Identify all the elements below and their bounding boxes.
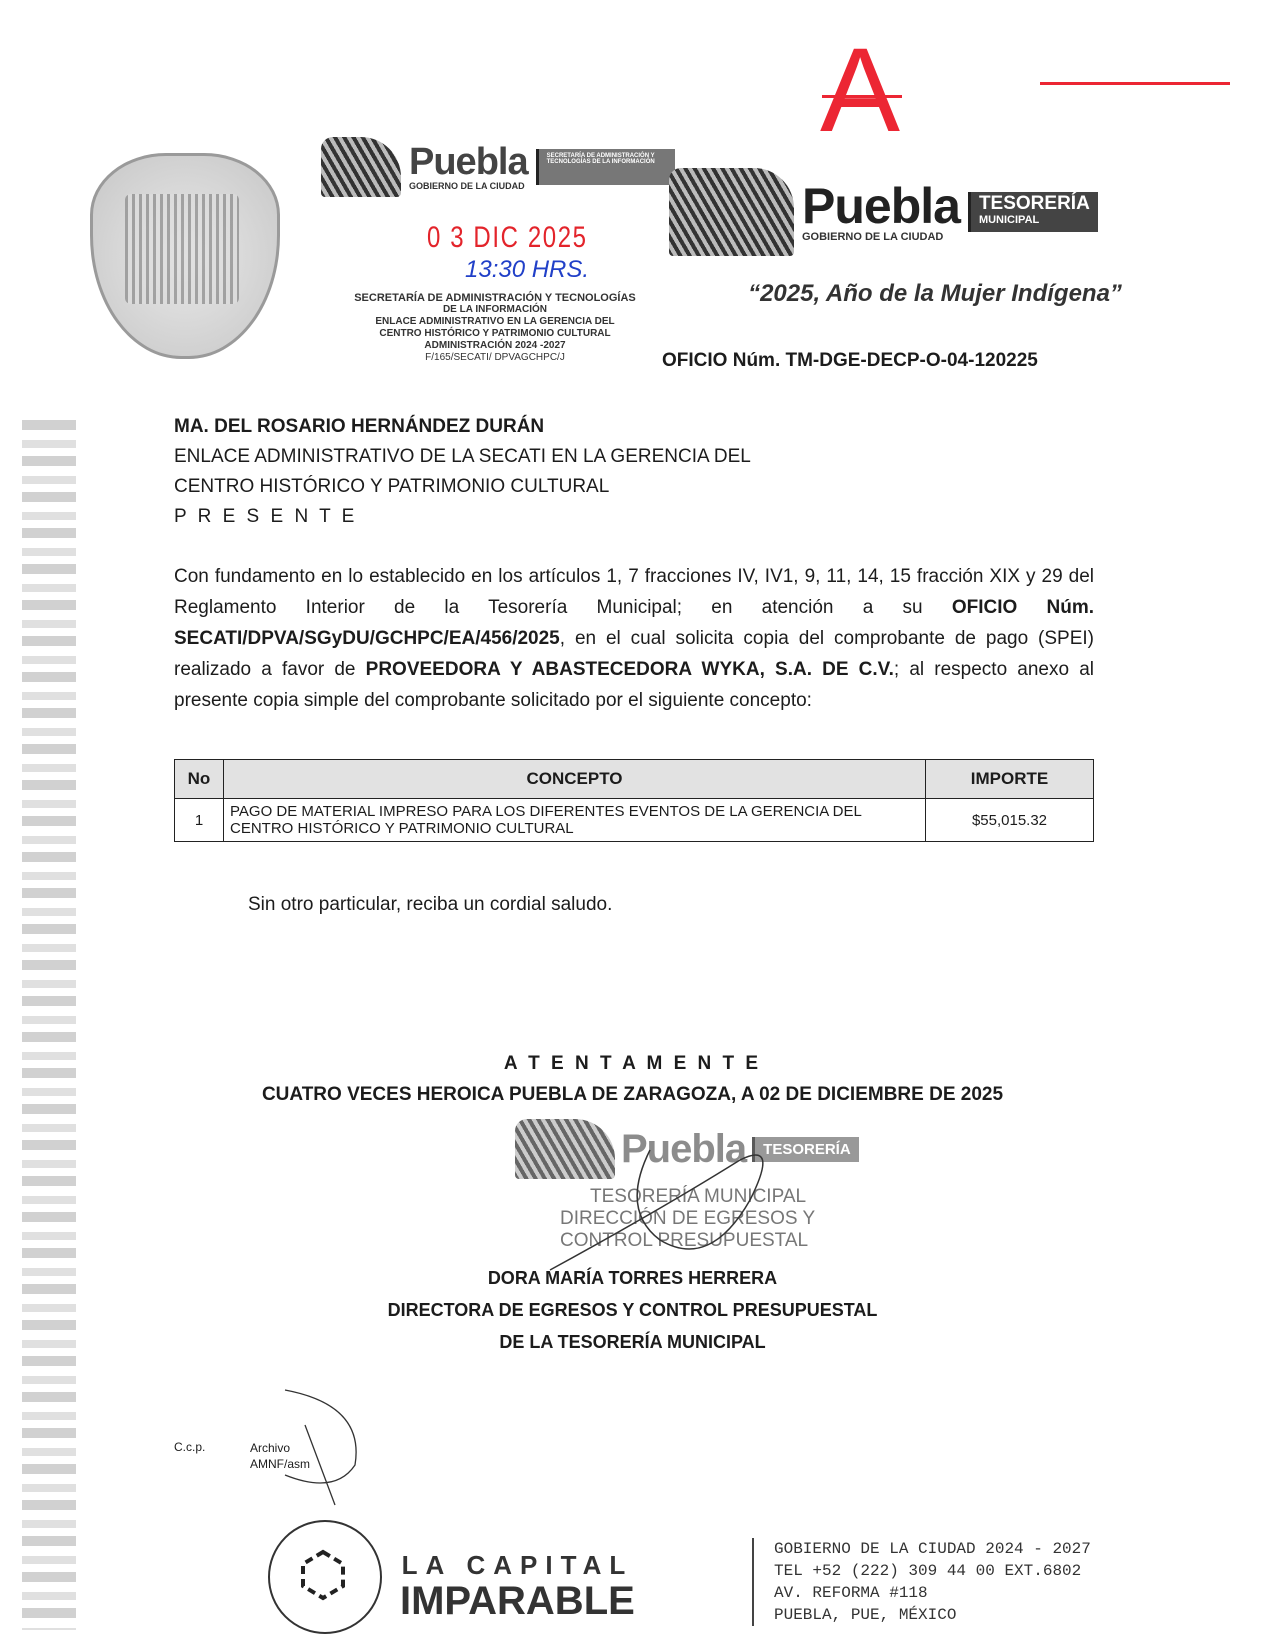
signer-office: DE LA TESORERÍA MUNICIPAL: [499, 1332, 766, 1352]
signature-stamp-text: TESORERÍA MUNICIPAL DIRECCIÓN DE EGRESOS Y CONTROL PRESUPUESTAL: [560, 1186, 816, 1251]
table-row: 1 PAGO DE MATERIAL IMPRESO PARA LOS DIFERENTES EVENTOS DE LA GERENCIA DEL CENTRO HISTÓRICO Y PATRIMONIO CULTURAL $55,015.32: [175, 799, 1094, 842]
initials-signature: [245, 1385, 375, 1515]
ccp-list: Archivo AMNF/asm: [250, 1441, 310, 1471]
received-time-handwritten: 13:30 HRS.: [465, 256, 590, 283]
red-handwritten-mark: A: [820, 23, 901, 157]
addressee: MA. DEL ROSARIO HERNÁNDEZ DURÁN ENLACE ADMINISTRATIVO DE LA SECATI EN LA GERENCIA DEL CENTRO HISTÓRICO Y PATRIMONIO CULTURAL P R E S E N T E: [174, 416, 751, 527]
equality-norm-emblem: [268, 1520, 382, 1634]
received-date-stamp: 0 3 DIC 2025: [427, 221, 588, 254]
place-date: CUATRO VECES HEROICA PUEBLA DE ZARAGOZA, A 02 DE DICIEMBRE DE 2025: [261, 1084, 1004, 1105]
slogan: “2025, Año de la Mujer Indígena”: [748, 280, 1122, 307]
puebla-logo-secati: Puebla GOBIERNO DE LA CIUDAD SECRETARÍA DE ADMINISTRACIÓN Y TECNOLOGÍAS DE LA INFORMACIÓN: [321, 137, 675, 197]
atentamente: A T E N T A M E N T E: [503, 1053, 762, 1074]
oficio-number: OFICIO Núm. TM-DGE-DECP-O-04-120225: [662, 350, 1038, 371]
signer-title: DIRECTORA DE EGRESOS Y CONTROL PRESUPUESTAL: [387, 1300, 878, 1320]
signature-stamp-logo: Puebla TESORERÍA: [515, 1118, 859, 1180]
secati-stamp-block: SECRETARÍA DE ADMINISTRACIÓN Y TECNOLOGÍAS DE LA INFORMACIÓN ENLACE ADMINISTRATIVO EN LA GERENCIA DEL CENTRO HISTÓRICO Y PATRIMONIO CULTURAL ADMINISTRACIÓN 2024 -2027 F/165/SECATI/ DPVAGCHPC/J: [354, 292, 636, 363]
red-mark-line: [1040, 82, 1230, 85]
signer-name: DORA MARÍA TORRES HERRERA: [487, 1268, 778, 1288]
footer-contact: GOBIERNO DE LA CIUDAD 2024 - 2027 TEL +52 (222) 309 44 00 EXT.6802 AV. REFORMA #118 PUEBLA, PUE, MÉXICO: [752, 1538, 1091, 1626]
closing-line: Sin otro particular, reciba un cordial saludo.: [248, 894, 613, 915]
la-capital-imparable-logo: LA CAPITAL IMPARABLE: [400, 1550, 635, 1623]
body-paragraph: Con fundamento en lo establecido en los artículos 1, 7 fracciones IV, IV1, 9, 11, 14, 15 fracción XIX y 29 del Reglamento Interior de la Tesorería Municipal; en atención a su OFICIO Núm. SECATI/DPVA/SGyDU/GCHPC/EA/456/2025, en el cual solicita copia del comprobante de pago (SPEI) realizado a favor de PROVEEDORA Y ABASTECEDORA WYKA, S.A. DE C.V.; al respecto anexo al presente copia simple del comprobante solicitado por el siguiente concepto:: [174, 566, 1094, 711]
concept-table: [174, 759, 1094, 842]
ccp-label: C.c.p.: [174, 1440, 206, 1454]
puebla-logo-tesoreria: Puebla GOBIERNO DE LA CIUDAD TESORERÍA MUNICIPAL: [669, 168, 1098, 256]
city-seal: [90, 153, 280, 359]
decorative-border: [22, 420, 76, 1630]
table-header-row: No CONCEPTO IMPORTE: [175, 760, 1094, 799]
